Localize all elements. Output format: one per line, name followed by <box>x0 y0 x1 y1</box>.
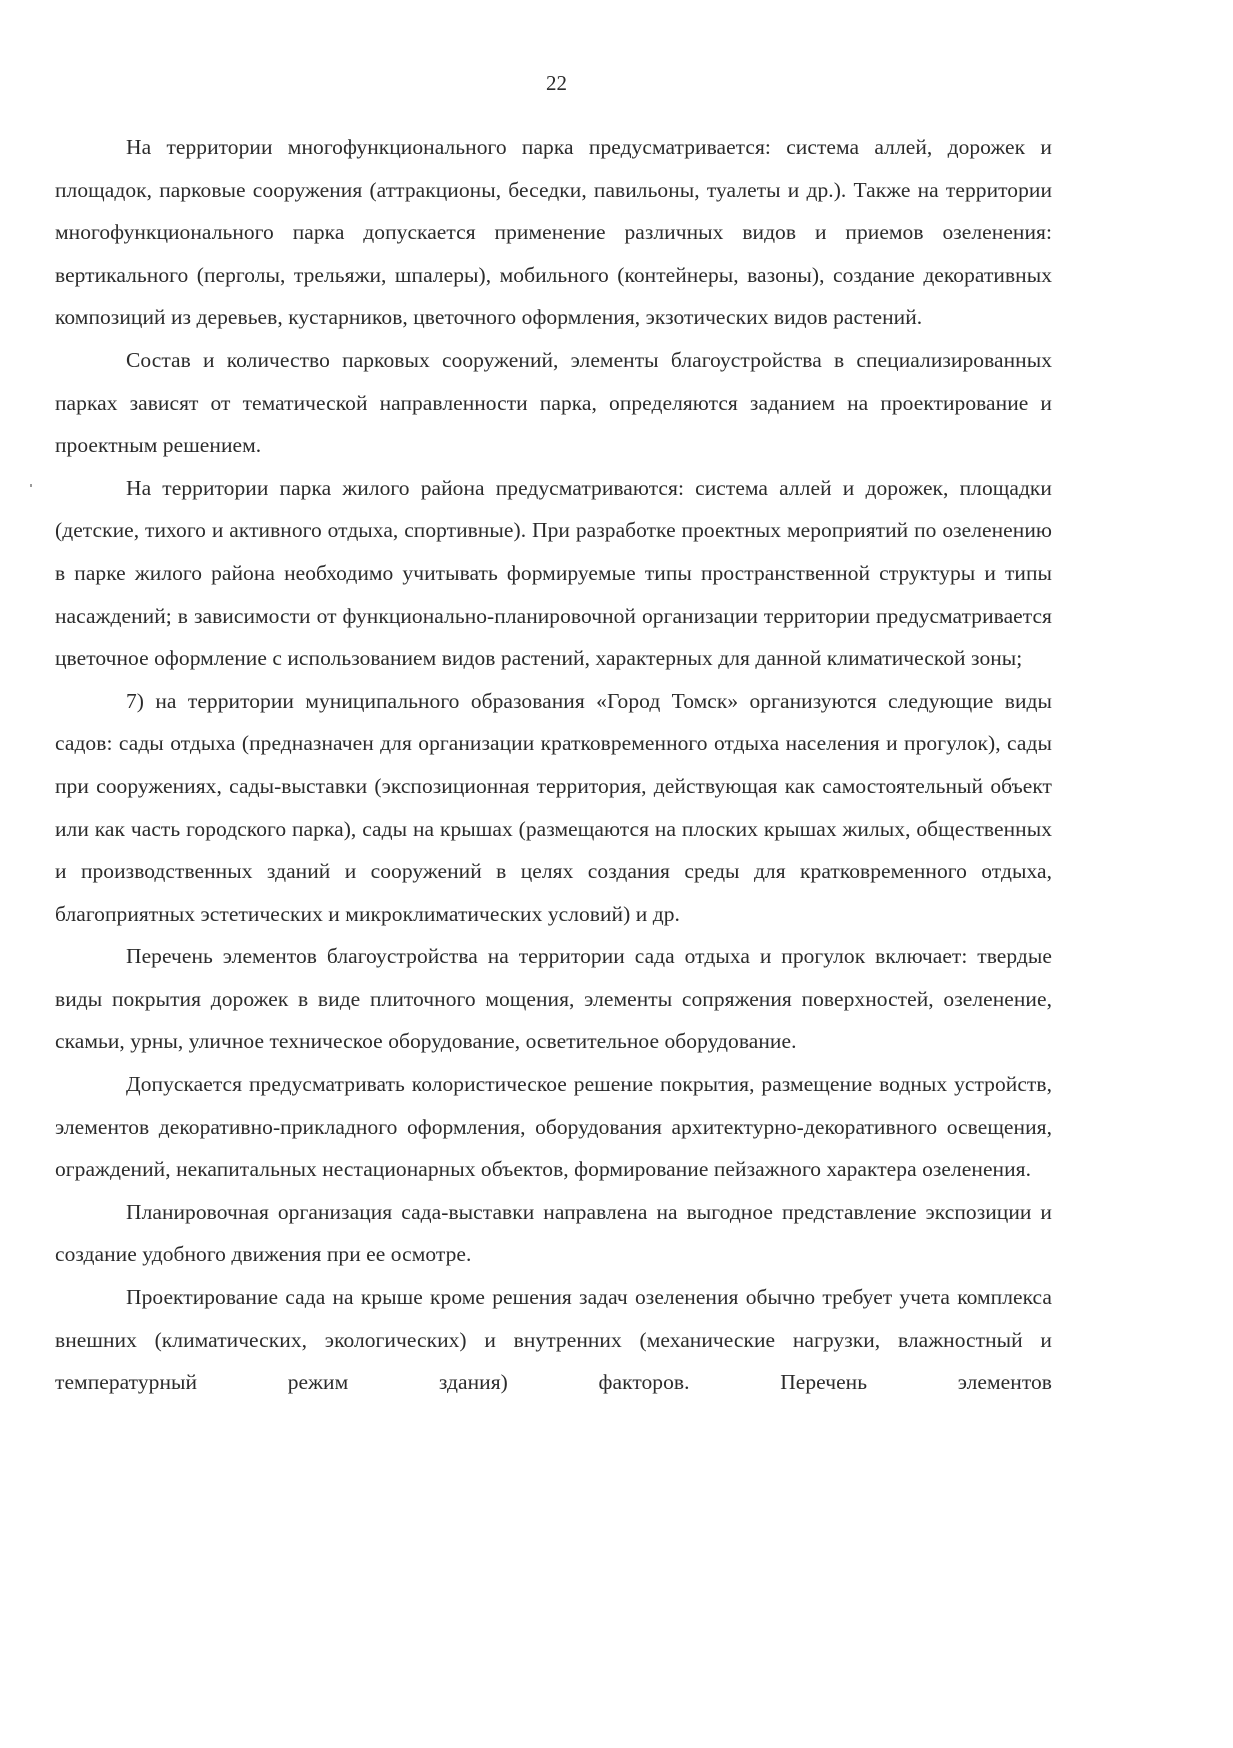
document-body <box>55 126 1052 1404</box>
paragraph-garden-types: 7) на территории муниципального образования «Город Томск» организуются следующие виды садов: сады отдыха (предназначен для организации кратковременного отдыха населения и прогулок), сады при сооружениях, сады-выставки (экспозиционная территория, действующая как самостоятельный объект или как часть городского парка), сады на крышах (размещаются на плоских крышах жилых, общественных и производственных зданий и сооружений в целях создания среды для кратковременного отдыха, благоприятных эстетических и микроклиматических условий) и др. <box>55 688 1052 926</box>
paragraph-allowed-solutions: Допускается предусматривать колористическое решение покрытия, размещение водных устройств, элементов декоративно-прикладного оформления, оборудования архитектурно-декоративного освещения, ограждений, некапитальных нестационарных объектов, формирование пейзажного характера озеленения. <box>55 1072 1052 1182</box>
paragraph-multifunctional-park: На территории многофункционального парка предусматривается: система аллей, дорожек и площадок, парковые сооружения (аттракционы, беседки, павильоны, туалеты и др.). Также на территории многофункционального парка допускается применение различных видов и приемов озеленения: вертикального (перголы, трельяжи, шпалеры), мобильного (контейнеры, вазоны), создание декоративных композиций из деревьев, кустарников, цветочного оформления, экзотических видов растений. <box>55 135 1052 330</box>
scan-artifact <box>30 484 32 487</box>
paragraph-roof-garden: Проектирование сада на крыше кроме решения задач озеленения обычно требует учета комплекса внешних (климатических, экологических) и внутренних (механические нагрузки, влажностный и температурный режим здания) факторов. Перечень элементов <box>55 1285 1052 1395</box>
paragraph-rest-garden-elements: Перечень элементов благоустройства на территории сада отдыха и прогулок включает: твердые виды покрытия дорожек в виде плиточного мощения, элементы сопряжения поверхностей, озеленение, скамьи, урны, уличное техническое оборудование, осветительное оборудование. <box>55 944 1052 1054</box>
paragraph-specialized-parks: Состав и количество парковых сооружений, элементы благоустройства в специализированных парках зависят от тематической направленности парка, определяются заданием на проектирование и проектным решением. <box>55 347 1052 458</box>
paragraph-exhibition-garden: Планировочная организация сада-выставки направлена на выгодное представление экспозиции и создание удобного движения при ее осмотре. <box>55 1199 1052 1267</box>
paragraph-residential-park: На территории парка жилого района предусматриваются: система аллей и дорожек, площадки (детские, тихого и активного отдыха, спортивные). При разработке проектных мероприятий по озеленению в парке жилого района необходимо учитывать формируемые типы пространственной структуры и типы насаждений; в зависимости от функционально-планировочной организации территории предусматривается цветочное оформление с использованием видов растений, характерных для данной климатической зоны; <box>55 475 1052 671</box>
page-number: 22 <box>546 71 567 95</box>
